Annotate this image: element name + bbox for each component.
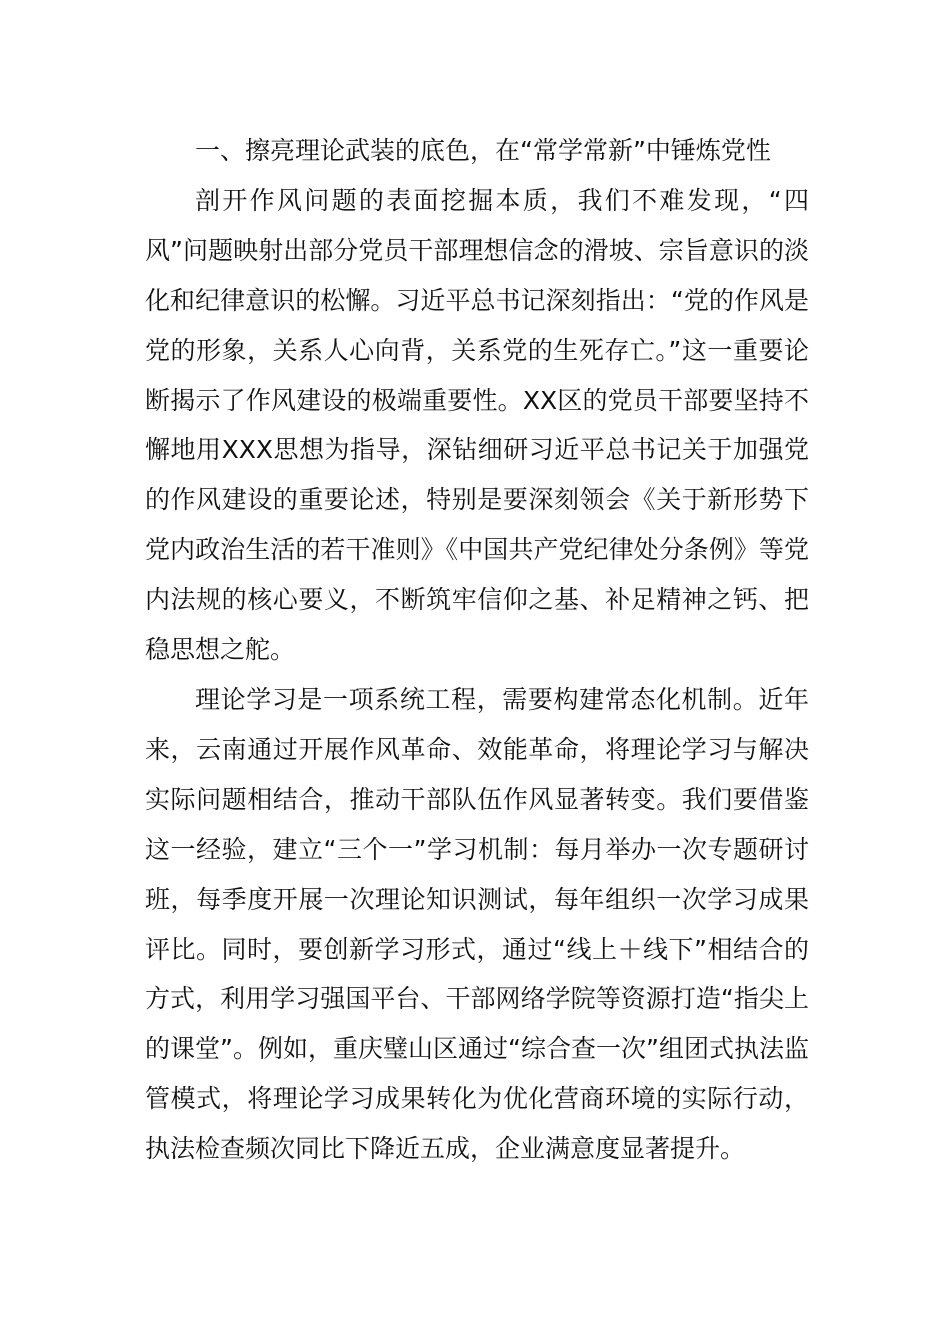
body-paragraph: 剖开作风问题的表面挖掘本质，我们不难发现，“四风”问题映射出部分党员干部理想信念的滑坡、宗旨意识的淡化和纪律意识的松懈。习近平总书记深刻指出：“党的作风是党的形象，关系人心向背，关系党的生死存亡。”这一重要论断揭示了作风建设的极端重要性。XX区的党员干部要坚持不懈地用XXX思想为指导，深钻细研习近平总书记关于加强党的作风建设的重要论述，特别是要深刻领会《关于新形势下党内政治生活的若干准则》《中国共产党纪律处分条例》等党内法规的核心要义，不断筑牢信仰之基、补足精神之钙、把稳思想之舵。 [145, 185, 809, 665]
body-paragraph: 理论学习是一项系统工程，需要构建常态化机制。近年来，云南通过开展作风革命、效能革命，将理论学习与解决实际问题相结合，推动干部队伍作风显著转变。我们要借鉴这一经验，建立“三个一”学习机制：每月举办一次专题研讨班，每季度开展一次理论知识测试，每年组织一次学习成果评比。同时，要创新学习形式，通过“线上＋线下”相结合的方式，利用学习强国平台、干部网络学院等资源打造“指尖上的课堂”。例如，重庆璧山区通过“综合查一次”组团式执法监管模式，将理论学习成果转化为优化营商环境的实际行动，执法检查频次同比下降近五成，企业满意度显著提升。 [145, 684, 809, 1164]
section-heading: 一、擦亮理论武装的底色，在“常学常新”中锤炼党性 [195, 136, 771, 165]
document-body [145, 126, 809, 1174]
